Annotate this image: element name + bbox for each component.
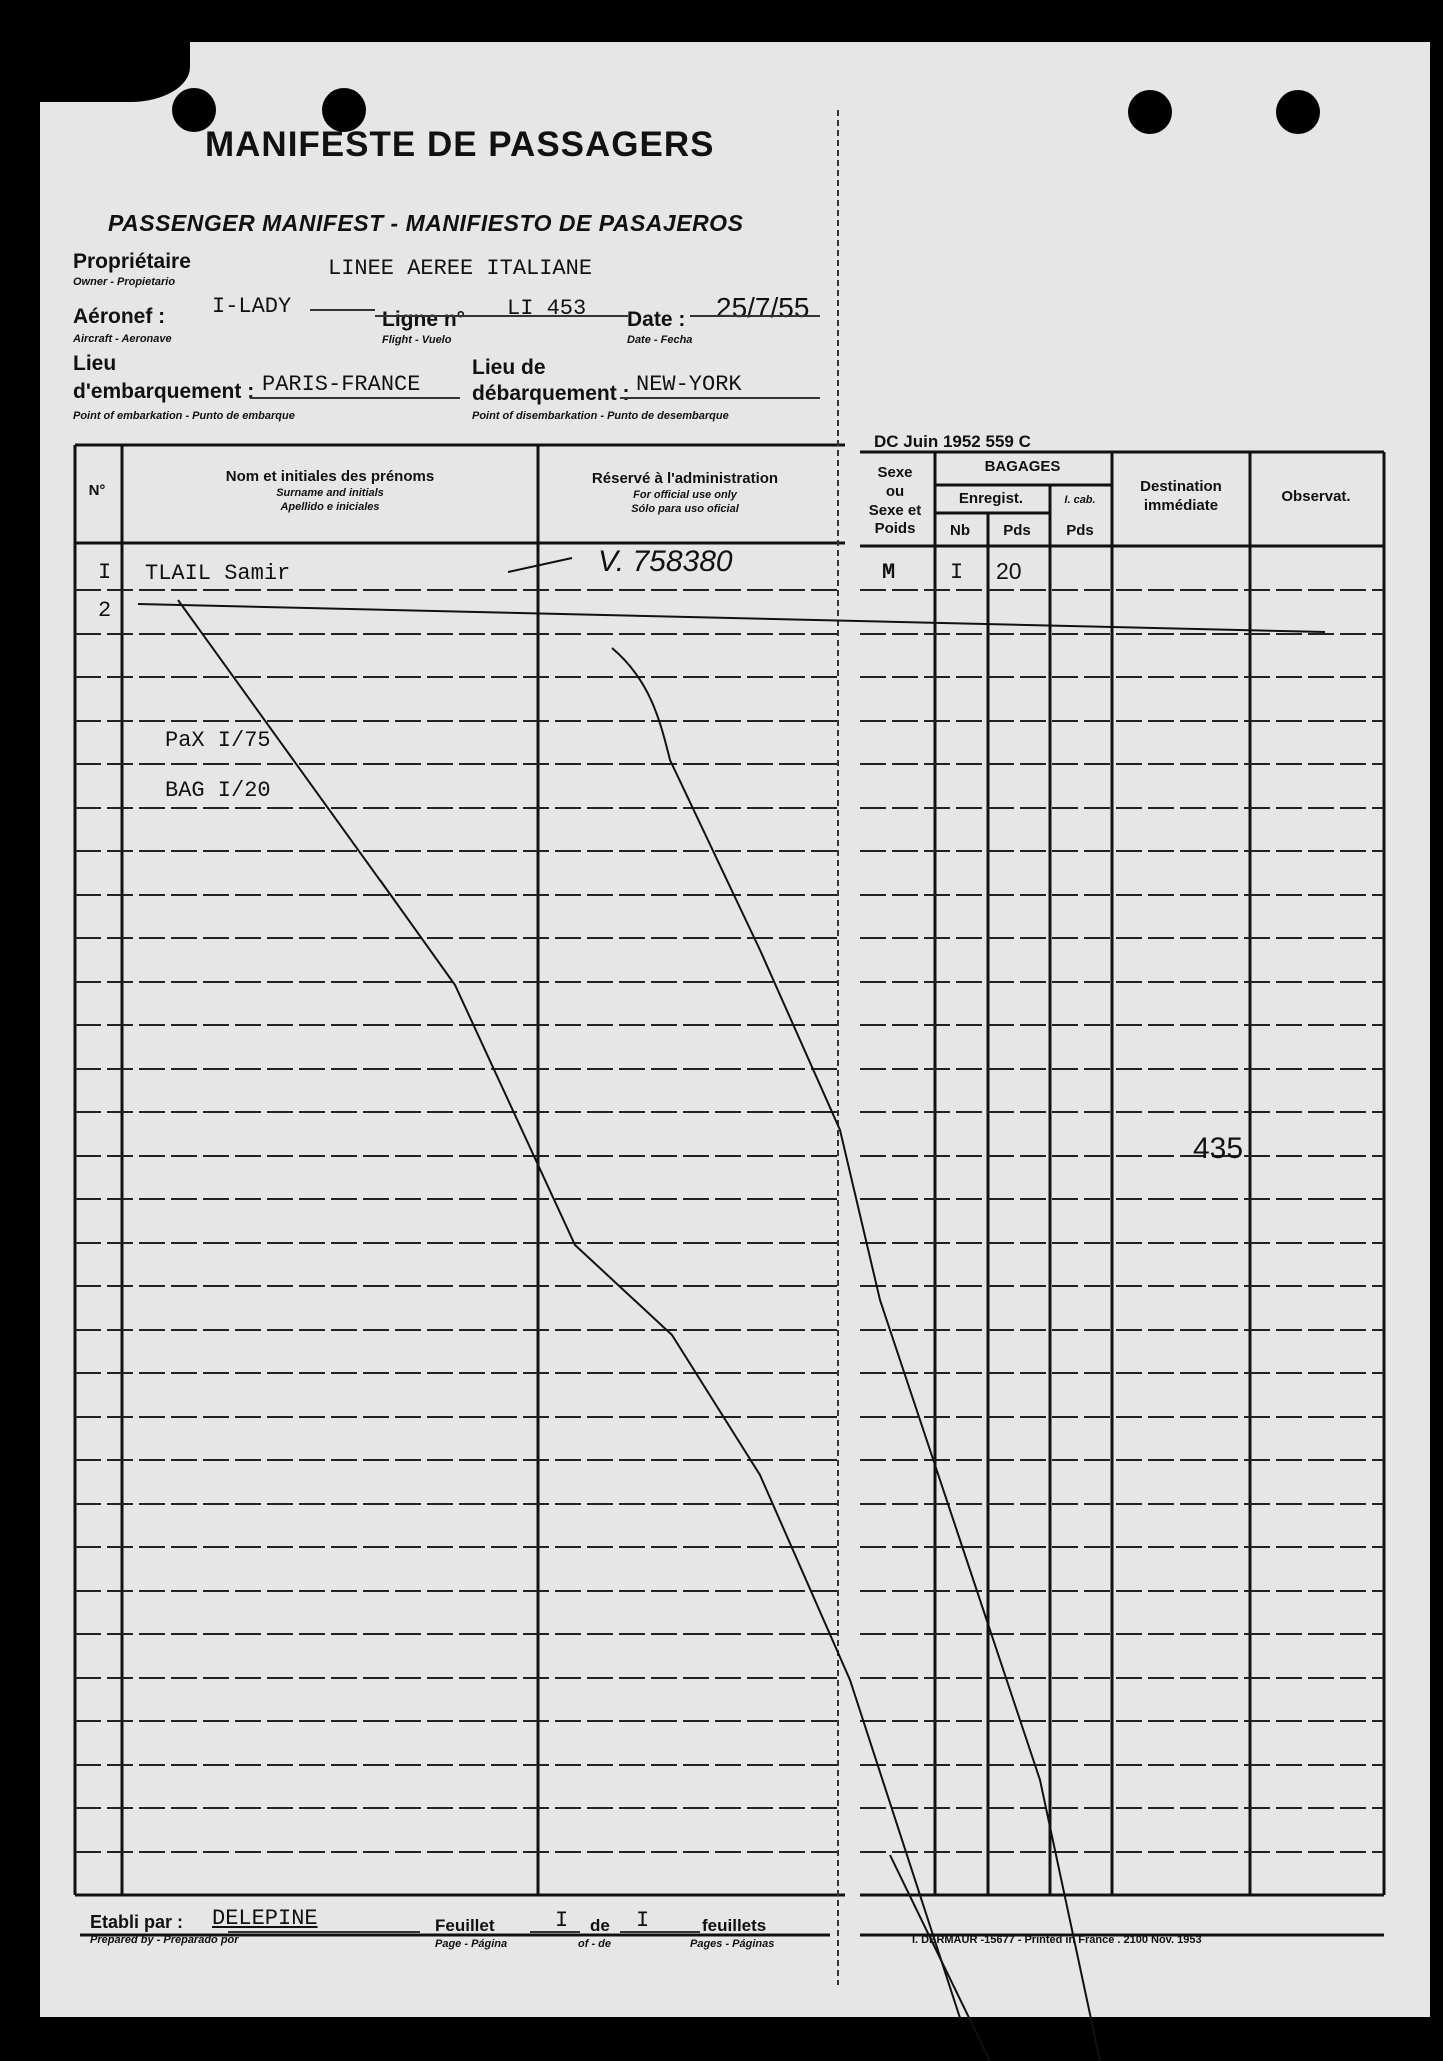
pax-note: PaX I/75 <box>165 728 271 753</box>
embark-value: PARIS-FRANCE <box>262 372 421 397</box>
of-value: I <box>636 1908 650 1933</box>
disembark-sub: Point of disembarkation - Punto de desembarque <box>472 410 729 422</box>
manifest-subtitle: PASSENGER MANIFEST - MANIFIESTO DE PASAJEROS <box>108 210 744 236</box>
embark-label-1: Lieu <box>73 352 117 375</box>
flight-sub: Flight - Vuelo <box>382 334 452 346</box>
col-name-sub1: Surname and initials <box>276 487 384 499</box>
disembark-value: NEW-YORK <box>636 372 742 397</box>
manifest-title: MANIFESTE DE PASSAGERS <box>205 125 715 164</box>
col-obs-header: Observat. <box>1281 488 1351 505</box>
owner-sub: Owner - Propietario <box>73 276 176 288</box>
owner-value: LINEE AEREE ITALIANE <box>328 256 593 281</box>
aircraft-value: I-LADY <box>212 294 292 319</box>
col-name-header: Nom et initiales des prénoms <box>225 468 435 485</box>
col-no-header: N° <box>88 482 106 499</box>
embark-label-2: d'embarquement : <box>73 380 255 403</box>
col-dest-1: Destination <box>1140 478 1222 495</box>
sheet-label: Feuillet <box>435 1916 495 1935</box>
col-cab-header: I. cab. <box>1064 494 1096 506</box>
col-sex-4: Poids <box>874 520 916 537</box>
col-cab-pds-header: Pds <box>1066 522 1094 539</box>
aircraft-sub: Aircraft - Aeronave <box>73 333 172 345</box>
sheets-sub: Pages - Páginas <box>690 1938 775 1950</box>
flight-label: Ligne n° <box>382 308 466 331</box>
disembark-label-2: débarquement : <box>472 382 630 405</box>
of-sub: of - de <box>578 1938 611 1950</box>
embark-sub: Point of embarkation - Punto de embarque <box>73 410 295 422</box>
row1-pds: 20 <box>996 558 1022 584</box>
prepared-value: DELEPINE <box>212 1906 318 1931</box>
printer-imprint: I. DERMAUR -15677 - Printed in France . 2100 Nov. 1953 <box>912 1934 1202 1946</box>
owner-label: Propriétaire <box>73 250 191 273</box>
prepared-sub: Prepared by - Preparado por <box>90 1934 239 1946</box>
col-admin-sub2: Sólo para uso oficial <box>631 503 739 515</box>
row1-sex: M <box>882 560 896 585</box>
date-sub: Date - Fecha <box>627 334 693 346</box>
margin-number: 435 <box>1193 1132 1244 1165</box>
prepared-label: Etabli par : <box>90 1912 184 1932</box>
sheets-label: feuillets <box>702 1916 767 1935</box>
date-label: Date : <box>627 308 686 331</box>
col-enreg-header: Enregist. <box>958 490 1024 507</box>
row1-name: TLAIL Samir <box>145 561 291 586</box>
bag-note: BAG I/20 <box>165 778 271 803</box>
col-dest-2: immédiate <box>1143 497 1219 514</box>
row1-no: I <box>98 560 112 585</box>
col-pds-header: Pds <box>1003 522 1031 539</box>
disembark-label-1: Lieu de <box>472 356 546 379</box>
col-sex-3: Sexe et <box>868 502 922 519</box>
row1-nb: I <box>950 560 964 585</box>
date-value: 25/7/55 <box>716 292 810 323</box>
of-label: de <box>590 1916 610 1935</box>
row2-no: 2 <box>98 598 112 623</box>
col-admin-header: Réservé à l'administration <box>591 470 779 487</box>
col-sex-1: Sexe <box>877 464 913 481</box>
aircraft-label: Aéronef : <box>73 305 166 328</box>
row1-admin: V. 758380 <box>598 545 733 578</box>
sheet-value: I <box>555 1908 569 1933</box>
col-nb-header: Nb <box>950 522 970 539</box>
col-name-sub2: Apellido e iniciales <box>280 501 380 513</box>
col-sex-2: ou <box>885 483 905 500</box>
col-bag-header: BAGAGES <box>984 458 1061 475</box>
form-reference: DC Juin 1952 559 C <box>874 432 1031 451</box>
sheet-sub: Page - Página <box>435 1938 508 1950</box>
flight-value: LI 453 <box>507 296 587 321</box>
col-admin-sub1: For official use only <box>633 489 737 501</box>
